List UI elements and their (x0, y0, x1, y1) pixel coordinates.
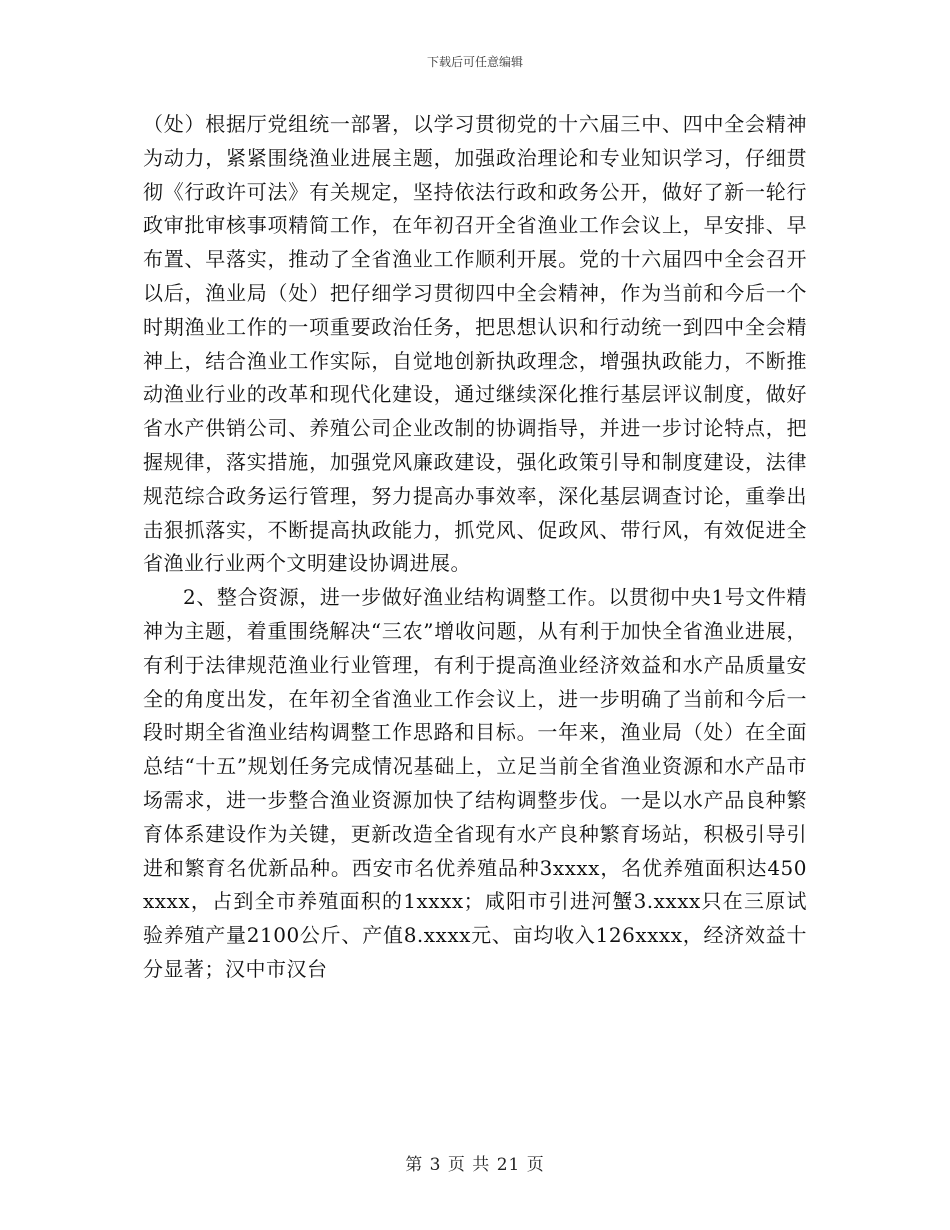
page-header: 下载后可任意编辑 (426, 55, 523, 69)
document-body (143, 108, 807, 987)
paragraph-2: 2、整合资源，进一步做好渔业结构调整工作。以贯彻中央1号文件精神为主题，着重围绕解决“三农”增收问题，从有利于加快全省渔业进展，有利于法律规范渔业行业管理，有利于提高渔业经济效益和水产品质量安全的角度出发，在年初全省渔业工作会议上，进一步明确了当前和今后一段时期全省渔业结构调整工作思路和目标。一年来，渔业局（处）在全面总结“十五”规划任务完成情况基础上，立足当前全省渔业资源和水产品市场需求，进一步整合渔业资源加快了结构调整步伐。一是以水产品良种繁育体系建设作为关键，更新改造全省现有水产良种繁育场站，积极引导引进和繁育名优新品种。西安市名优养殖品种3xxxx，名优养殖面积达450xxxx，占到全市养殖面积的1xxxx；咸阳市引进河蟹3.xxxx只在三原试验养殖产量2100公斤、产值8.xxxx元、亩均收入126xxxx，经济效益十分显著；汉中市汉台 (143, 585, 807, 981)
page-number: 第 3 页 共 21 页 (405, 1155, 545, 1175)
paragraph-1: （处）根据厅党组统一部署，以学习贯彻党的十六届三中、四中全会精神为动力，紧紧围绕渔业进展主题，加强政治理论和专业知识学习，仔细贯彻《行政许可法》有关规定，坚持依法行政和政务公开，做好了新一轮行政审批审核事项精简工作，在年初召开全省渔业工作会议上，早安排、早布置、早落实，推动了全省渔业工作顺利开展。党的十六届四中全会召开以后，渔业局（处）把仔细学习贯彻四中全会精神，作为当前和今后一个时期渔业工作的一项重要政治任务，把思想认识和行动统一到四中全会精神上，结合渔业工作实际，自觉地创新执政理念，增强执政能力，不断推动渔业行业的改革和现代化建设，通过继续深化推行基层评议制度，做好省水产供销公司、养殖公司企业改制的协调指导，并进一步讨论特点，把握规律，落实措施，加强党风廉政建设，强化政策引导和制度建设，法律规范综合政务运行管理，努力提高办事效率，深化基层调查讨论，重拳出击狠抓落实，不断提高执政能力，抓党风、促政风、带行风，有效促进全省渔业行业两个文明建设协调进展。 (143, 112, 807, 576)
